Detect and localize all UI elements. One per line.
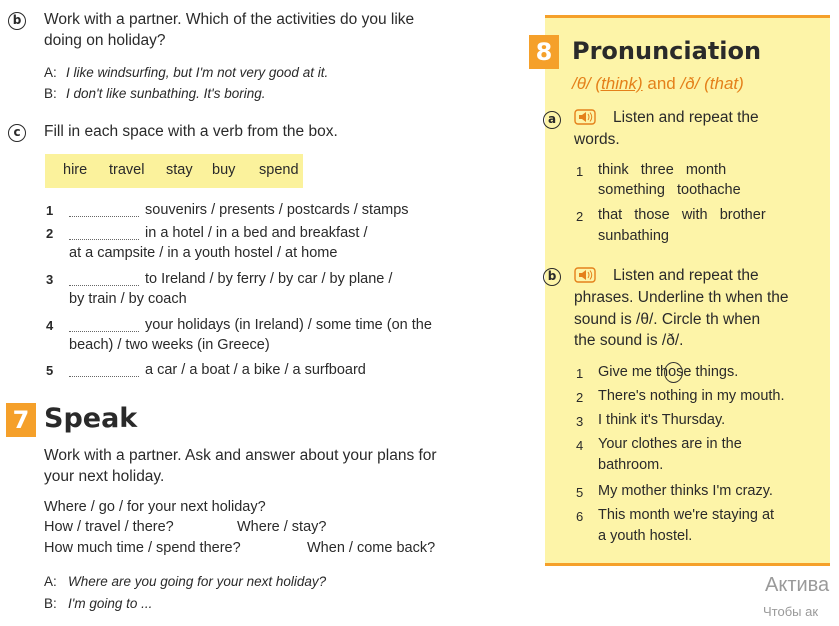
phoneme-theta: /θ/ bbox=[572, 74, 591, 93]
speaker-icon[interactable] bbox=[574, 109, 596, 125]
speak-a-text: Where are you going for your next holiday? bbox=[68, 574, 327, 589]
pron-subtitle bbox=[572, 74, 744, 93]
activation-watermark-line2: Чтобы ак bbox=[763, 604, 819, 619]
speak-prompt: Where / go / for your next holiday? bbox=[44, 499, 266, 515]
instruction-c: Fill in each space with a verb from the box. bbox=[44, 123, 338, 140]
item-text: your holidays (in Ireland) / some time (on the bbox=[145, 317, 432, 333]
phrase-text: Your clothes are in the bbox=[598, 436, 742, 452]
phrase-text: There's nothing in my mouth. bbox=[598, 388, 785, 404]
verb-word: spend bbox=[259, 162, 299, 178]
instruction-b-line1: Work with a partner. Which of the activities do you like bbox=[44, 11, 415, 28]
section-number-7: 7 bbox=[6, 403, 36, 437]
phrase-number: 4 bbox=[576, 438, 584, 453]
phrase-text-cont: a youth hostel. bbox=[598, 528, 693, 544]
phrase-text-cont: bathroom. bbox=[598, 457, 664, 473]
answer-blank[interactable] bbox=[69, 375, 139, 377]
section-title-speak: Speak bbox=[44, 403, 138, 434]
speak-b-text: I'm going to ... bbox=[68, 596, 153, 611]
answer-blank[interactable] bbox=[69, 284, 139, 286]
speak-instruction-line1: Work with a partner. Ask and answer about your plans for bbox=[44, 447, 437, 464]
example-that: (that) bbox=[704, 74, 744, 93]
speak-b-label: B: bbox=[44, 596, 57, 611]
speak-prompt: When / come back? bbox=[307, 540, 436, 556]
item-text: in a hotel / in a bed and breakfast / bbox=[145, 225, 368, 241]
panel-top-rule bbox=[545, 15, 830, 18]
subtitle-and: and bbox=[647, 74, 676, 93]
item-number: 1 bbox=[46, 203, 54, 218]
badge-b: b bbox=[8, 12, 26, 30]
phrase-text: Give me those things. bbox=[598, 364, 739, 380]
instruction-b-right-line4: the sound is /ð/. bbox=[574, 332, 684, 349]
badge-c: c bbox=[8, 124, 26, 142]
dialogue-a-label: A: bbox=[44, 65, 57, 80]
dialogue-b-label: B: bbox=[44, 86, 57, 101]
instruction-b-right-line3: sound is /θ/. Circle th when bbox=[574, 311, 761, 328]
phrase-number: 2 bbox=[576, 390, 584, 405]
words-line: that those with brother bbox=[598, 207, 766, 223]
item-text-cont: at a campsite / in a youth hostel / at home bbox=[69, 245, 338, 261]
phrase-number: 1 bbox=[576, 366, 584, 381]
badge-b-right: b bbox=[543, 268, 561, 286]
panel-bottom-rule bbox=[545, 563, 830, 566]
speak-prompt: Where / stay? bbox=[237, 519, 327, 535]
section-title-pronunciation: Pronunciation bbox=[572, 37, 762, 65]
answer-blank[interactable] bbox=[69, 238, 139, 240]
th-circle-mark bbox=[664, 362, 683, 383]
instruction-a-line1: Listen and repeat the bbox=[613, 109, 759, 126]
activation-watermark-line1: Актива bbox=[765, 574, 830, 596]
verb-word: travel bbox=[109, 162, 145, 178]
dialogue-b-text: I don't like sunbathing. It's boring. bbox=[66, 86, 266, 101]
item-number: 3 bbox=[46, 272, 54, 287]
speaker-icon[interactable] bbox=[574, 267, 596, 283]
instruction-b-right-line1: Listen and repeat the bbox=[613, 267, 759, 284]
item-number: 5 bbox=[46, 363, 54, 378]
item-text-cont: by train / by coach bbox=[69, 291, 187, 307]
phoneme-eth: /ð/ bbox=[680, 74, 700, 93]
verb-word: buy bbox=[212, 162, 236, 178]
phrase-text: I think it's Thursday. bbox=[598, 412, 726, 428]
phrase-number: 3 bbox=[576, 414, 584, 429]
item-number: 2 bbox=[46, 226, 54, 241]
speak-a-label: A: bbox=[44, 574, 57, 589]
item-text: to Ireland / by ferry / by car / by plane / bbox=[145, 271, 393, 287]
item-text-cont: beach) / two weeks (in Greece) bbox=[69, 337, 270, 353]
verb-word: hire bbox=[63, 162, 88, 178]
item-text: souvenirs / presents / postcards / stamps bbox=[145, 202, 409, 218]
section-number-8: 8 bbox=[529, 35, 559, 69]
phrase-number: 5 bbox=[576, 485, 584, 500]
instruction-b-right-line2: phrases. Underline th when the bbox=[574, 289, 789, 306]
verb-word: stay bbox=[166, 162, 193, 178]
phrase-text: My mother thinks I'm crazy. bbox=[598, 483, 773, 499]
instruction-a-line2: words. bbox=[574, 131, 620, 148]
speak-instruction-line2: your next holiday. bbox=[44, 468, 165, 485]
answer-blank[interactable] bbox=[69, 215, 139, 217]
speak-prompt: How / travel / there? bbox=[44, 519, 174, 535]
words-number: 2 bbox=[576, 209, 584, 224]
words-line: think three month bbox=[598, 162, 727, 178]
example-think: (think) bbox=[595, 74, 643, 93]
words-line-cont: sunbathing bbox=[598, 228, 669, 244]
verb-box bbox=[45, 154, 303, 188]
phrase-number: 6 bbox=[576, 509, 584, 524]
dialogue-a-text: I like windsurfing, but I'm not very good at it. bbox=[66, 65, 329, 80]
words-number: 1 bbox=[576, 164, 584, 179]
phrase-text: This month we're staying at bbox=[598, 507, 775, 523]
answer-blank[interactable] bbox=[69, 330, 139, 332]
instruction-b-line2: doing on holiday? bbox=[44, 32, 166, 49]
speak-prompt: How much time / spend there? bbox=[44, 540, 241, 556]
item-text: a car / a boat / a bike / a surfboard bbox=[145, 362, 366, 378]
words-line-cont: something toothache bbox=[598, 182, 741, 198]
badge-a: a bbox=[543, 111, 561, 129]
item-number: 4 bbox=[46, 318, 54, 333]
